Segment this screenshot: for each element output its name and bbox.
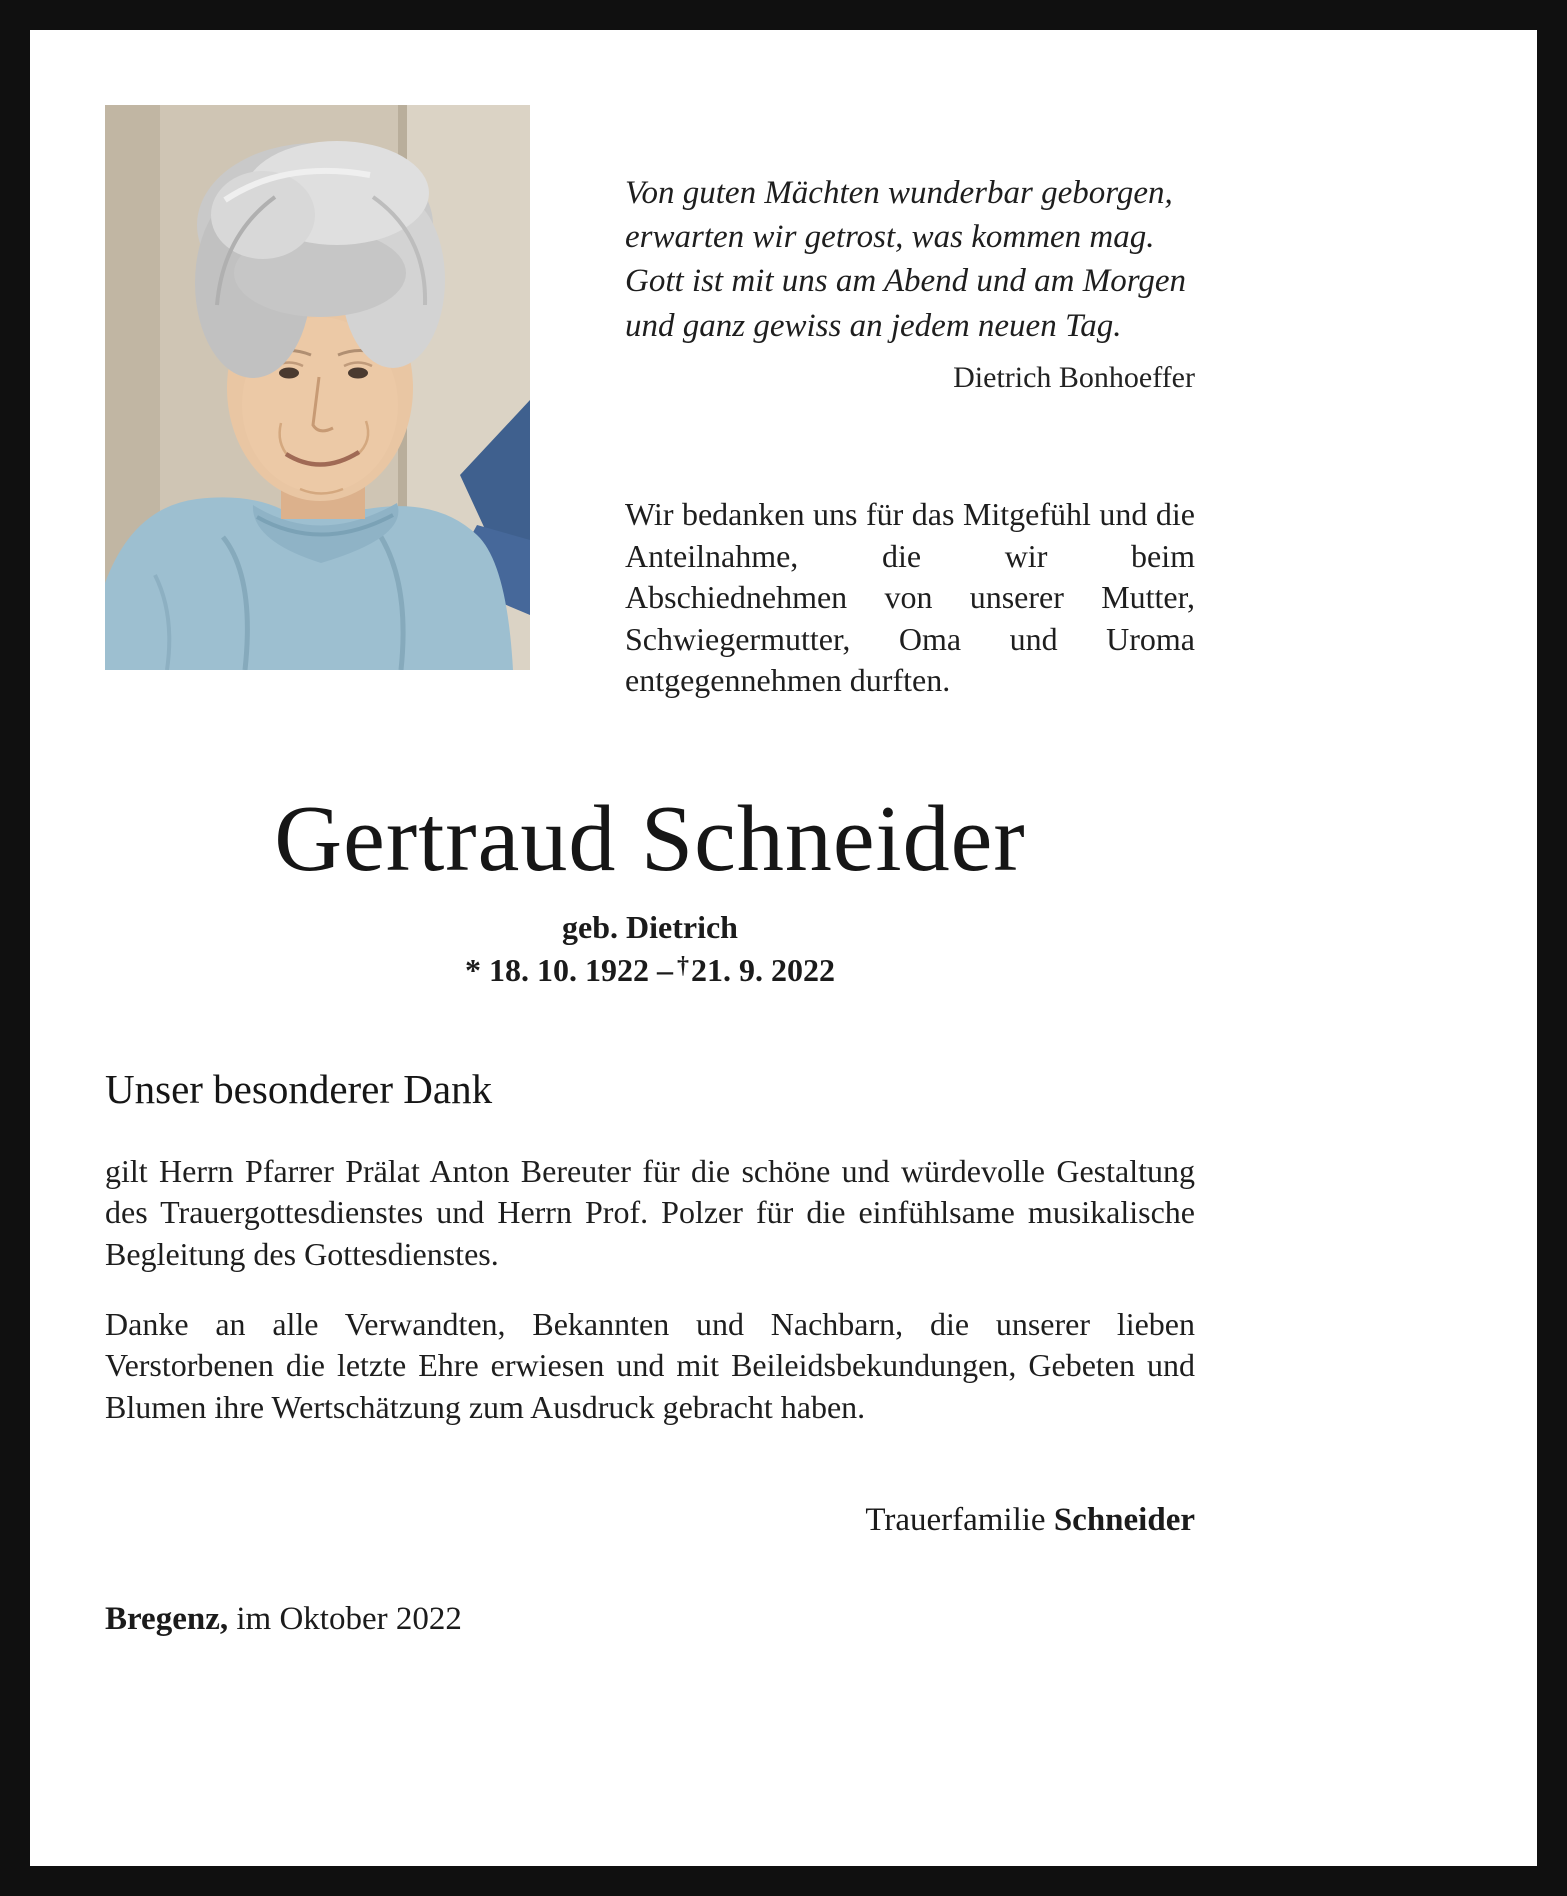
quote-line: erwarten wir getrost, was kommen mag. — [625, 219, 1155, 256]
death-cross-symbol: † — [677, 952, 689, 979]
signature-family-name: Schneider — [1053, 1502, 1195, 1539]
quote-line: und ganz gewiss an jedem neuen Tag. — [625, 307, 1122, 344]
portrait-illustration — [105, 105, 530, 670]
portrait-photo — [105, 105, 530, 670]
thanks-paragraph-2: Danke an alle Verwandten, Bekannten und Nachbarn, die unserer lieben Verstorbenen die letzte Ehre erwiesen und mit Beileidsbekundungen, Gebeten und Blumen ihre Wertschätzung zum Ausdruck gebracht haben. — [105, 1305, 1195, 1425]
place-date-line — [105, 1601, 1195, 1638]
quote-line: Gott ist mit uns am Abend und am Morgen — [625, 263, 1186, 300]
condolence-thanks-paragraph: Wir bedanken uns für das Mitgefühl und die Anteilnahme, die wir beim Abschiednehmen von unserer Mutter, Schwiegermutter, Oma und Uroma entgegennehmen durften. — [625, 496, 1195, 699]
birth-name: geb. Dietrich — [562, 908, 738, 945]
special-thanks-heading: Unser besonderer Dank — [105, 1065, 493, 1112]
death-date: 21. 9. 2022 — [691, 951, 835, 988]
thanks-paragraph-1: gilt Herrn Pfarrer Prälat Anton Bereuter für die schöne und würdevolle Gestaltung des Trauergottesdienstes und Herrn Prof. Polzer für die einfühlsame musikalische Begleitung des Gottesdienstes. — [105, 1152, 1195, 1272]
deceased-name: Gertraud Schneider — [274, 787, 1026, 892]
deceased-name-block — [105, 787, 1195, 989]
birth-date: * 18. 10. 1922 — [465, 951, 649, 988]
top-section — [105, 105, 1195, 702]
quote-line: Von guten Mächten wunderbar geborgen, — [625, 175, 1173, 211]
dates-separator: – — [657, 951, 673, 988]
obituary-page — [30, 30, 1537, 1866]
memorial-quote — [625, 171, 1195, 398]
obituary-content — [105, 105, 1195, 1638]
quote-attribution: Dietrich Bonhoeffer — [953, 360, 1195, 394]
top-right-column — [625, 105, 1195, 702]
life-dates — [105, 952, 1195, 989]
place-label: Bregenz, — [105, 1601, 229, 1638]
date-label: im Oktober 2022 — [236, 1601, 462, 1638]
family-signature — [105, 1502, 1195, 1539]
signature-prefix: Trauerfamilie — [865, 1502, 1046, 1539]
